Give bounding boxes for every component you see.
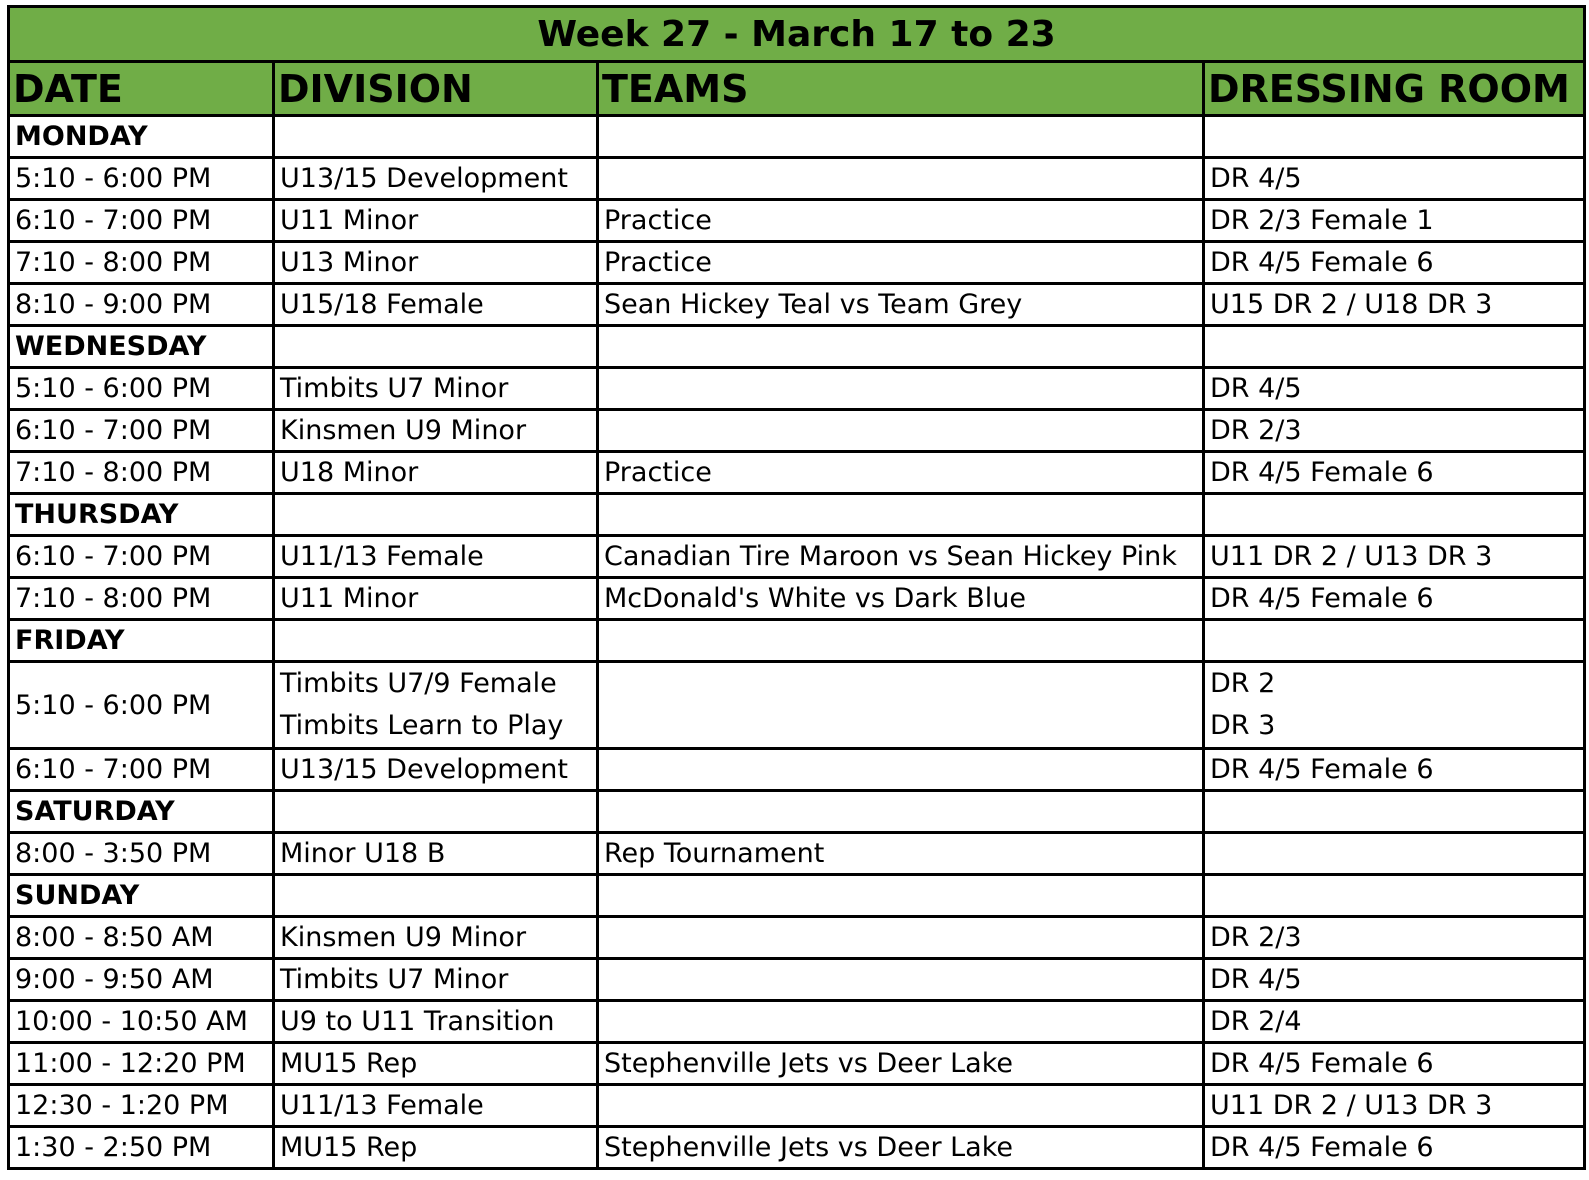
dressing-room-cell <box>1204 833 1585 875</box>
division-cell: MU15 Rep <box>274 1043 598 1085</box>
time-cell: 1:30 - 2:50 PM <box>9 1127 274 1169</box>
empty-cell <box>1204 791 1585 833</box>
schedule-row <box>9 368 1585 410</box>
time-cell: 5:10 - 6:00 PM <box>9 368 274 410</box>
teams-cell: McDonald's White vs Dark Blue <box>598 578 1204 620</box>
empty-cell <box>598 116 1204 158</box>
division-cell: U15/18 Female <box>274 284 598 326</box>
division-cell: Timbits U7 Minor <box>274 368 598 410</box>
teams-cell <box>598 368 1204 410</box>
time-cell: 9:00 - 9:50 AM <box>9 959 274 1001</box>
time-cell: 5:10 - 6:00 PM <box>9 158 274 200</box>
time-cell: 5:10 - 6:00 PM <box>9 662 274 749</box>
day-row <box>9 116 1585 158</box>
teams-cell <box>598 1085 1204 1127</box>
empty-cell <box>1204 620 1585 662</box>
dressing-room-cell <box>1204 662 1585 749</box>
time-cell: 7:10 - 8:00 PM <box>9 452 274 494</box>
empty-cell <box>274 326 598 368</box>
dressing-room-cell: DR 2/3 <box>1204 917 1585 959</box>
teams-cell: Stephenville Jets vs Deer Lake <box>598 1043 1204 1085</box>
dressing-room-cell: U15 DR 2 / U18 DR 3 <box>1204 284 1585 326</box>
sheet-title: Week 27 - March 17 to 23 <box>9 7 1585 62</box>
empty-cell <box>274 494 598 536</box>
empty-cell <box>1204 116 1585 158</box>
time-cell: 8:10 - 9:00 PM <box>9 284 274 326</box>
day-row <box>9 875 1585 917</box>
division-cell: U11/13 Female <box>274 536 598 578</box>
time-cell: 7:10 - 8:00 PM <box>9 242 274 284</box>
schedule-row <box>9 662 1585 749</box>
division-cell: Timbits U7 Minor <box>274 959 598 1001</box>
schedule-row <box>9 749 1585 791</box>
day-label: THURSDAY <box>9 494 274 536</box>
teams-cell: Practice <box>598 200 1204 242</box>
time-cell: 6:10 - 7:00 PM <box>9 749 274 791</box>
schedule-row <box>9 959 1585 1001</box>
dressing-room-cell: DR 4/5 <box>1204 368 1585 410</box>
time-cell: 10:00 - 10:50 AM <box>9 1001 274 1043</box>
time-cell: 6:10 - 7:00 PM <box>9 410 274 452</box>
time-cell: 11:00 - 12:20 PM <box>9 1043 274 1085</box>
time-cell: 6:10 - 7:00 PM <box>9 536 274 578</box>
day-label: WEDNESDAY <box>9 326 274 368</box>
schedule-row <box>9 158 1585 200</box>
day-label: SUNDAY <box>9 875 274 917</box>
column-header-dressing-room: DRESSING ROOM <box>1204 62 1585 116</box>
division-cell: Minor U18 B <box>274 833 598 875</box>
dressing-room-cell: DR 2/3 Female 1 <box>1204 200 1585 242</box>
dressing-room-cell: DR 4/5 <box>1204 158 1585 200</box>
schedule-body <box>9 116 1585 1169</box>
teams-cell: Stephenville Jets vs Deer Lake <box>598 1127 1204 1169</box>
dressing-room-cell: DR 2/3 <box>1204 410 1585 452</box>
division-cell: U11 Minor <box>274 578 598 620</box>
division-line: Timbits U7/9 Female <box>280 668 557 699</box>
dressing-room-cell: DR 4/5 Female 6 <box>1204 452 1585 494</box>
empty-cell <box>1204 326 1585 368</box>
dressing-room-cell: DR 4/5 Female 6 <box>1204 749 1585 791</box>
empty-cell <box>1204 875 1585 917</box>
dressing-room-cell: DR 2/4 <box>1204 1001 1585 1043</box>
day-label: SATURDAY <box>9 791 274 833</box>
empty-cell <box>598 326 1204 368</box>
schedule-row <box>9 1001 1585 1043</box>
schedule-table <box>7 5 1586 1170</box>
teams-cell: Canadian Tire Maroon vs Sean Hickey Pink <box>598 536 1204 578</box>
dressing-room-cell: DR 4/5 Female 6 <box>1204 1043 1585 1085</box>
empty-cell <box>274 116 598 158</box>
schedule-row <box>9 452 1585 494</box>
empty-cell <box>598 620 1204 662</box>
day-row <box>9 494 1585 536</box>
time-cell: 7:10 - 8:00 PM <box>9 578 274 620</box>
empty-cell <box>598 791 1204 833</box>
time-cell: 12:30 - 1:20 PM <box>9 1085 274 1127</box>
dressing-room-cell: DR 4/5 Female 6 <box>1204 1127 1585 1169</box>
division-cell: MU15 Rep <box>274 1127 598 1169</box>
dressing-room-line: DR 2 <box>1210 668 1276 699</box>
teams-cell <box>598 959 1204 1001</box>
teams-cell <box>598 662 1204 749</box>
empty-cell <box>598 494 1204 536</box>
empty-cell <box>274 875 598 917</box>
column-header-row <box>9 62 1585 116</box>
teams-cell: Rep Tournament <box>598 833 1204 875</box>
division-cell: U11 Minor <box>274 200 598 242</box>
schedule-row <box>9 917 1585 959</box>
dressing-room-cell: DR 4/5 Female 6 <box>1204 578 1585 620</box>
schedule-row <box>9 284 1585 326</box>
division-cell: Kinsmen U9 Minor <box>274 410 598 452</box>
empty-cell <box>274 791 598 833</box>
division-cell: U18 Minor <box>274 452 598 494</box>
division-cell: U13/15 Development <box>274 749 598 791</box>
dressing-room-line: DR 3 <box>1210 710 1276 741</box>
schedule-row <box>9 410 1585 452</box>
empty-cell <box>274 620 598 662</box>
dressing-room-cell: DR 4/5 <box>1204 959 1585 1001</box>
teams-cell <box>598 749 1204 791</box>
day-row <box>9 791 1585 833</box>
teams-cell <box>598 1001 1204 1043</box>
time-cell: 8:00 - 8:50 AM <box>9 917 274 959</box>
day-label: MONDAY <box>9 116 274 158</box>
teams-cell: Practice <box>598 452 1204 494</box>
day-label: FRIDAY <box>9 620 274 662</box>
time-cell: 8:00 - 3:50 PM <box>9 833 274 875</box>
empty-cell <box>1204 494 1585 536</box>
division-cell: U9 to U11 Transition <box>274 1001 598 1043</box>
column-header-date: DATE <box>9 62 274 116</box>
division-cell: U13 Minor <box>274 242 598 284</box>
schedule-row <box>9 1127 1585 1169</box>
schedule-row <box>9 536 1585 578</box>
dressing-room-cell: U11 DR 2 / U13 DR 3 <box>1204 536 1585 578</box>
column-header-division: DIVISION <box>274 62 598 116</box>
day-row <box>9 326 1585 368</box>
teams-cell <box>598 158 1204 200</box>
division-cell: Kinsmen U9 Minor <box>274 917 598 959</box>
division-cell: U13/15 Development <box>274 158 598 200</box>
title-row <box>9 7 1585 62</box>
schedule-row <box>9 1043 1585 1085</box>
division-line: Timbits Learn to Play <box>280 710 564 741</box>
schedule-row <box>9 578 1585 620</box>
day-row <box>9 620 1585 662</box>
teams-cell <box>598 917 1204 959</box>
dressing-room-cell: U11 DR 2 / U13 DR 3 <box>1204 1085 1585 1127</box>
division-cell: U11/13 Female <box>274 1085 598 1127</box>
teams-cell: Practice <box>598 242 1204 284</box>
teams-cell <box>598 410 1204 452</box>
dressing-room-cell: DR 4/5 Female 6 <box>1204 242 1585 284</box>
teams-cell: Sean Hickey Teal vs Team Grey <box>598 284 1204 326</box>
schedule-row <box>9 833 1585 875</box>
division-cell <box>274 662 598 749</box>
schedule-row <box>9 242 1585 284</box>
column-header-teams: TEAMS <box>598 62 1204 116</box>
time-cell: 6:10 - 7:00 PM <box>9 200 274 242</box>
empty-cell <box>598 875 1204 917</box>
schedule-row <box>9 200 1585 242</box>
schedule-row <box>9 1085 1585 1127</box>
